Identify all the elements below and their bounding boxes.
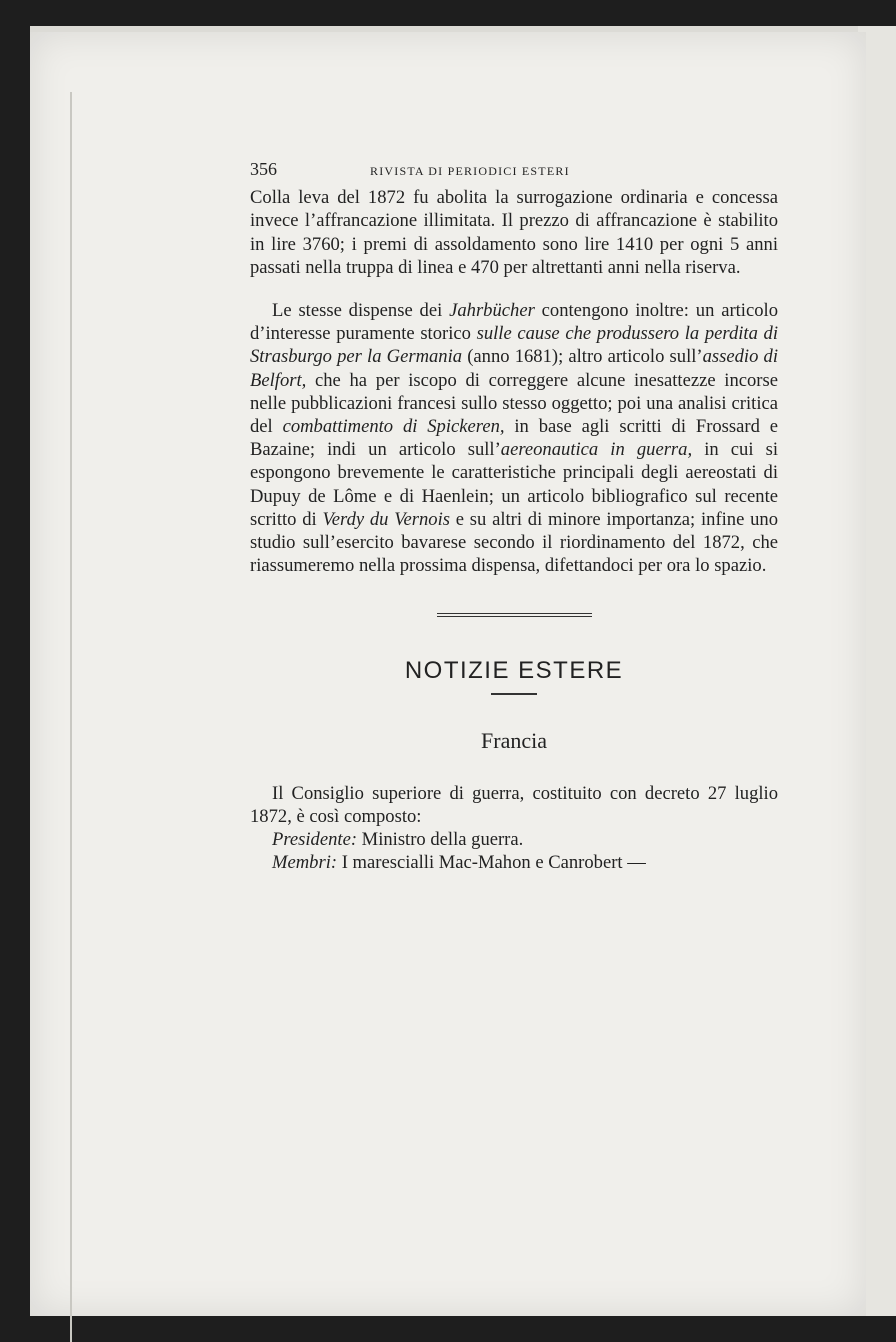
page-number: 356 bbox=[250, 159, 277, 179]
page-fold bbox=[70, 92, 98, 1342]
page-header bbox=[250, 158, 778, 183]
page-content bbox=[250, 158, 778, 875]
paragraph-consiglio: Il Consiglio superiore di guerra, costituito con decreto 27 luglio 1872, è così composto: bbox=[250, 782, 778, 828]
short-rule-divider bbox=[491, 693, 537, 695]
section-title: NOTIZIE ESTERE bbox=[404, 657, 624, 685]
membri-label: Membri: bbox=[272, 852, 338, 874]
running-title: RIVISTA DI PERIODICI ESTERI bbox=[370, 164, 570, 178]
line-membri: Membri: I marescialli Mac-Mahon e Canrobert — bbox=[272, 852, 646, 874]
double-rule-divider bbox=[437, 613, 592, 617]
paragraph-jahrbucher: Le stesse dispense dei Jahrbücher contengono inoltre: un articolo d’interesse puramente storico sulle cause che produssero la perdita di Strasburgo per la Germania (anno 1681); altro articolo sull’assedio di Belfort, che ha per iscopo di correggere alcune inesattezze incorse nelle pubblicazioni francesi sullo stesso oggetto; poi una analisi critica del combattimento di Spickeren, in base agli scritti di Frossard e Bazaine; indi un articolo sull’aereonautica in guerra, in cui si espongono brevemente le caratteristiche principali degli aereostati di Dupuy de Lôme e di Haenlein; un articolo bibliografico sul recente scritto di Verdy du Vernois e su altri di minore importanza; infine uno studio sull’esercito bavarese secondo il riordinamento del 1872, che riassumeremo nella prossima dispensa, difettandoci per ora lo spazio. bbox=[250, 300, 779, 577]
line-presidente: Presidente: Ministro della guerra. bbox=[272, 829, 524, 851]
country-heading: Francia bbox=[481, 727, 547, 753]
paragraph-leva: Colla leva del 1872 fu abolita la surrogazione ordinaria e concessa invece l’affrancazione illimitata. Il prezzo di affrancazione è stabilito in lire 3760; i premi di assoldamento sono lire 1410 per ogni 5 anni passati nella truppa di linea e 470 per altrettanti anni nella riserva. bbox=[250, 187, 778, 278]
presidente-label: Presidente: bbox=[272, 829, 358, 851]
